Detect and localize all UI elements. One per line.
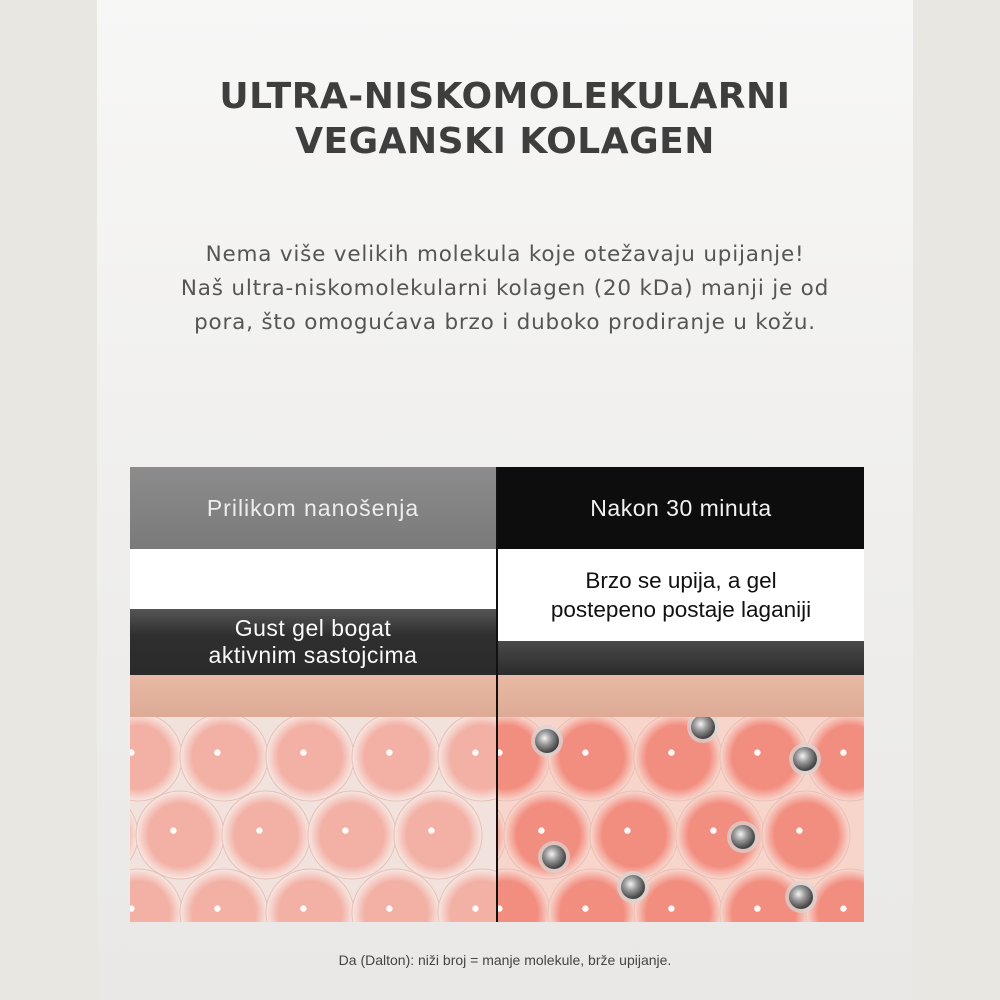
before-white-layer	[130, 549, 496, 609]
skin-cell	[548, 717, 636, 801]
comparison-after	[498, 467, 864, 922]
before-header: Prilikom nanošenja	[130, 467, 496, 549]
description-line-1: Nema više velikih molekula koje otežavaju upijanje!	[205, 242, 805, 267]
description	[117, 238, 893, 340]
title-line-2: VEGANSKI KOLAGEN	[295, 121, 715, 162]
page-title	[97, 74, 913, 164]
collagen-molecule	[617, 871, 649, 903]
comparison-before	[130, 467, 496, 922]
skin-cell	[394, 791, 482, 879]
collagen-molecule	[789, 743, 821, 775]
gel-layer	[130, 609, 496, 675]
after-skin-layer	[498, 675, 864, 717]
skin-cell	[438, 717, 496, 801]
description-line-2: Naš ultra-niskomolekularni kolagen (20 kDa) manji je od	[180, 276, 830, 301]
gel-label-line-2: aktivnim sastojcima	[208, 642, 418, 668]
skin-cell	[136, 791, 224, 879]
skin-cell	[130, 717, 182, 801]
before-skin-cells	[130, 717, 496, 922]
skin-cell	[352, 717, 440, 801]
collagen-molecule	[531, 725, 563, 757]
after-text-line-1: Brzo se upija, a gel	[585, 568, 777, 593]
before-skin-layer	[130, 675, 496, 717]
after-header: Nakon 30 minuta	[498, 467, 864, 549]
description-line-3: pora, što omogućava brzo i duboko prodiranje u kožu.	[194, 310, 816, 335]
thin-gel-layer	[498, 641, 864, 675]
skin-cell	[308, 791, 396, 879]
skin-cell	[180, 717, 268, 801]
after-text-line-2: postepeno postaje laganiji	[550, 597, 812, 622]
collagen-molecule	[785, 881, 817, 913]
title-line-1: ULTRA-NISKOMOLEKULARNI	[219, 76, 791, 117]
after-skin-cells	[498, 717, 864, 922]
collagen-molecule	[727, 821, 759, 853]
after-description-box	[498, 549, 864, 641]
skin-cell	[222, 791, 310, 879]
gel-label-line-1: Gust gel bogat	[234, 615, 392, 641]
skin-cell	[266, 717, 354, 801]
skin-cell	[762, 791, 850, 879]
skin-cell	[590, 791, 678, 879]
footnote: Da (Dalton): niži broj = manje molekule, brže upijanje.	[338, 952, 672, 968]
collagen-molecule	[538, 841, 570, 873]
comparison-illustration	[130, 467, 864, 922]
